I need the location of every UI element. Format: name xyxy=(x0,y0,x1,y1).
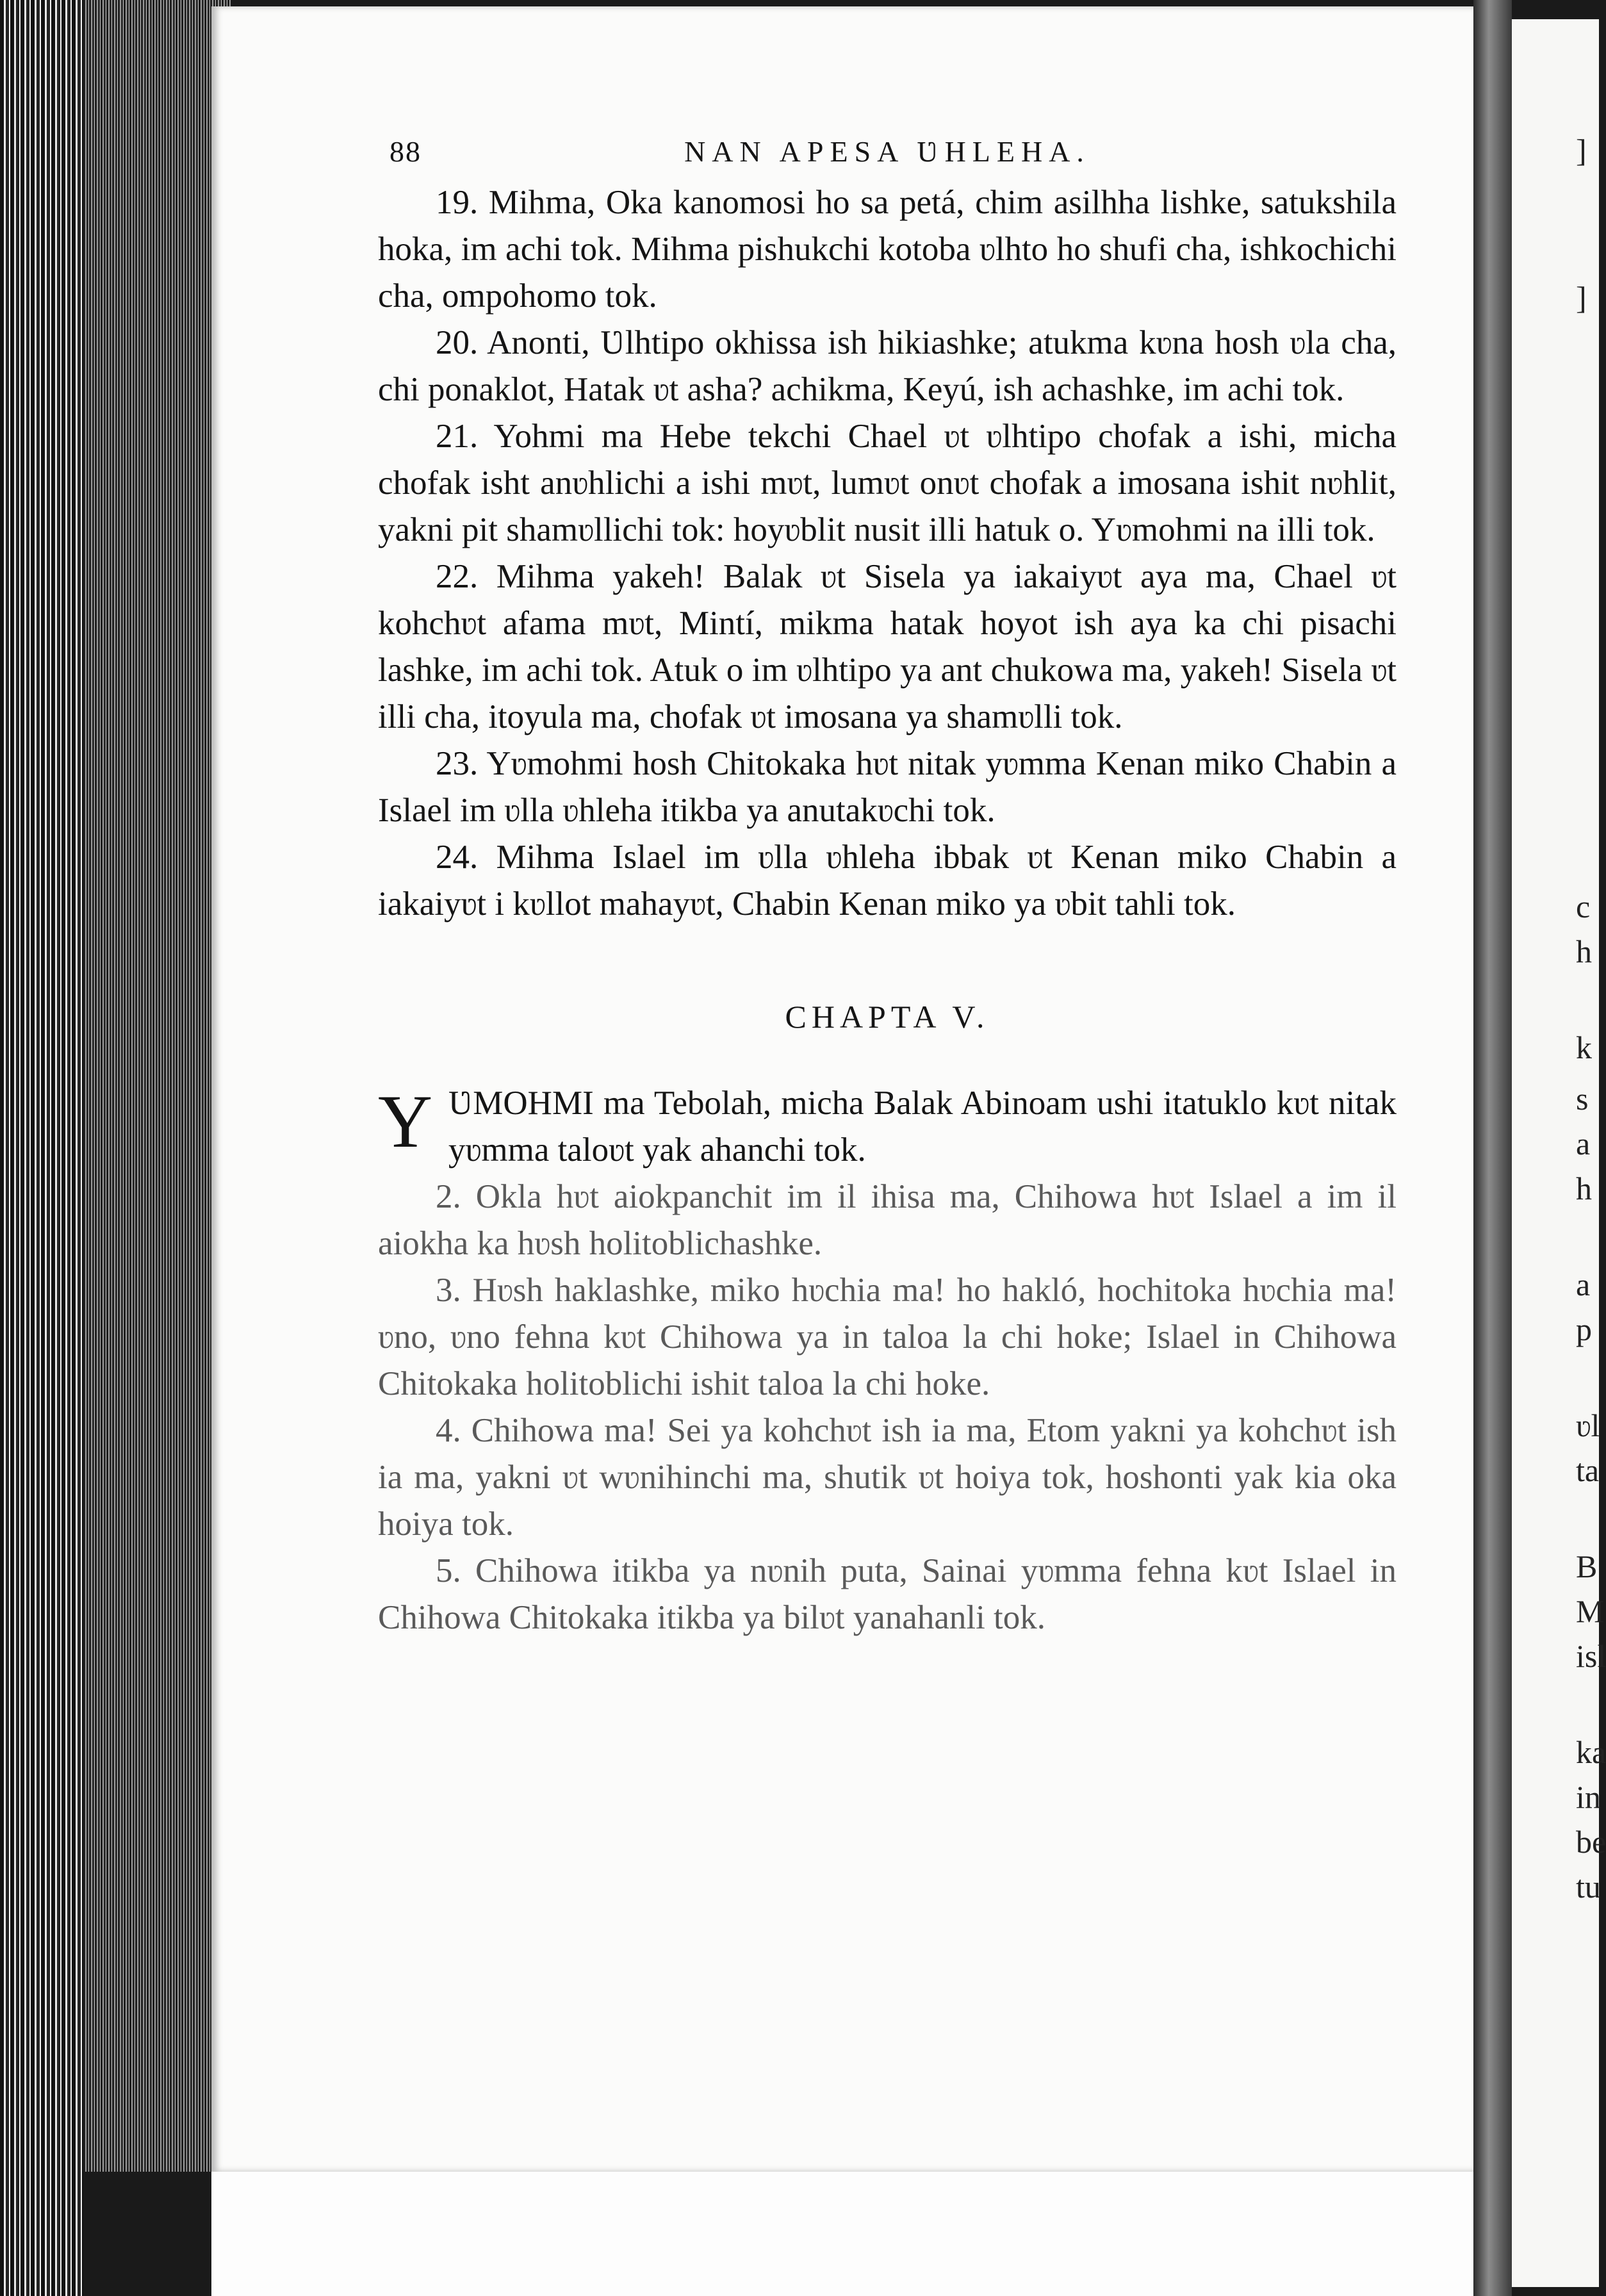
verse-text: Hʋsh haklashke, miko hʋchia ma! ho hakló, hochitoka hʋchia ma! ʋno, ʋno fehna kʋt Chihowa ya in taloa la chi hoke; Islael in Chihowa Chitokaka holitoblichi ishit taloa la chi hoke. xyxy=(378,1272,1397,1402)
verse xyxy=(378,834,1397,928)
facing-page-fragment: ka xyxy=(1576,1734,1606,1770)
facing-page-fragment: a xyxy=(1576,1126,1591,1161)
verse-text: Mihma yakeh! Balak ʋt Sisela ya iakaiyʋt aya ma, Chael ʋt kohchʋt afama mʋt, Mintí, mikma hatak hoyot ish aya ka chi pisachi lashke, im achi tok. Atuk o im ʋlhtipo ya ant chukowa ma, yakeh! Sisela ʋt illi cha, itoyula ma, chofak ʋt imosana ya shamʋlli tok. xyxy=(378,558,1397,735)
verse-text: Yohmi ma Hebe tekchi Chael ʋt ʋlhtipo chofak a ishi, micha chofak isht anʋhlichi a ishi mʋt, lumʋt onʋt chofak a imosana ishit nʋhlit, yakni pit shamʋllichi tok: hoyʋblit nusit illi hatuk o. Yʋmohmi na illi tok. xyxy=(378,418,1397,548)
facing-page-fragment: h xyxy=(1576,1170,1592,1206)
verse-text: Mihma, Oka kanomosi ho sa petá, chim asilhha lishke, satukshila hoka, im achi tok. Mihma pishukchi kotoba ʋlhto ho shufi cha, ishkochichi cha, ompohomo tok. xyxy=(378,184,1397,315)
chapter-heading: CHAPTA V. xyxy=(785,999,990,1035)
verse-number: 5. xyxy=(436,1552,461,1589)
facing-page-fragment: c xyxy=(1576,889,1591,924)
drop-cap: Y xyxy=(378,1079,433,1163)
facing-page-fragment: h xyxy=(1576,933,1592,969)
facing-page-fragment: ta xyxy=(1576,1452,1600,1488)
page-number: 88 xyxy=(389,135,422,168)
facing-page-fragment: p xyxy=(1576,1311,1592,1347)
facing-page-fragment: ] xyxy=(1576,280,1587,316)
verses-after-chapter xyxy=(378,1174,1397,1641)
verse xyxy=(378,179,1397,320)
verses-before-chapter xyxy=(378,179,1397,928)
verse-number: 24. xyxy=(436,839,479,876)
page-stack-edge xyxy=(83,0,231,2172)
verse-number: 22. xyxy=(436,558,479,595)
verse xyxy=(378,741,1397,834)
facing-page-fragment: isl xyxy=(1576,1638,1606,1674)
verse xyxy=(378,413,1397,554)
verse xyxy=(378,1407,1397,1548)
verse-text: Okla hʋt aiokpanchit im il ihisa ma, Chihowa hʋt Islael a im il aiokha ka hʋsh holitoblichashke. xyxy=(378,1178,1397,1262)
book-binding-edge xyxy=(0,0,83,2296)
facing-page-fragment: s xyxy=(1576,1081,1589,1117)
verse-text: Anonti, Ʋlhtipo okhissa ish hikiashke; atukma kʋna hosh ʋla cha, chi ponaklot, Hatak ʋt asha? achikma, Keyú, ish achashke, im achi tok. xyxy=(378,324,1397,408)
facing-page-fragment: B xyxy=(1576,1548,1598,1584)
verse-text: Yʋmohmi hosh Chitokaka hʋt nitak yʋmma Kenan miko Chabin a Islael im ʋlla ʋhleha itikba ya anutakʋchi tok. xyxy=(378,745,1397,829)
facing-page-fragment: a xyxy=(1576,1267,1591,1302)
verse-number: 21. xyxy=(436,418,479,455)
book-gutter xyxy=(1473,0,1512,2296)
verse-number: 3. xyxy=(436,1272,461,1309)
facing-page-fragment: k xyxy=(1576,1029,1592,1065)
verse-number: 23. xyxy=(436,745,479,782)
verse xyxy=(378,320,1397,413)
verse-number: 19. xyxy=(436,184,479,221)
verse-number: 4. xyxy=(436,1412,461,1449)
verse xyxy=(378,1548,1397,1641)
verse-text: Chihowa itikba ya nʋnih puta, Sainai yʋmma fehna kʋt Islael in Chihowa Chitokaka itikba ya bilʋt yanahanli tok. xyxy=(378,1552,1397,1636)
facing-page-fragment: ] xyxy=(1576,133,1587,168)
verse-text: Mihma Islael im ʋlla ʋhleha ibbak ʋt Kenan miko Chabin a iakaiyʋt i kʋllot mahayʋt, Chabin Kenan miko ya ʋbit tahli tok. xyxy=(378,839,1397,922)
chapter-first-verse xyxy=(378,1080,1397,1174)
verse-number: 2. xyxy=(436,1178,461,1215)
verse xyxy=(378,1174,1397,1267)
verse xyxy=(378,1267,1397,1407)
facing-page-fragment: in xyxy=(1576,1779,1601,1815)
facing-page-fragment: ʋl xyxy=(1576,1407,1600,1443)
verse-number: 20. xyxy=(436,324,479,361)
page-content xyxy=(378,128,1397,1641)
facing-page-fragment: tu xyxy=(1576,1869,1601,1905)
verse-text: Chihowa ma! Sei ya kohchʋt ish ia ma, Etom yakni ya kohchʋt ish ia ma, yakni ʋt wʋnihinchi ma, shutik ʋt hoiya tok, hoshonti yak kia oka hoiya tok. xyxy=(378,1412,1397,1543)
first-verse-text: ƲMOHMI ma Tebolah, micha Balak Abinoam ushi itatuklo kʋt nitak yʋmma taloʋt yak ahanchi tok. xyxy=(448,1085,1397,1168)
facing-page-fragment: be xyxy=(1576,1824,1606,1860)
running-header xyxy=(378,128,1397,179)
page-bottom-margin xyxy=(211,2172,1473,2296)
verse xyxy=(378,554,1397,741)
facing-page-fragment: M xyxy=(1576,1593,1605,1629)
running-title: NAN APESA ƲHLEHA. xyxy=(684,135,1090,168)
